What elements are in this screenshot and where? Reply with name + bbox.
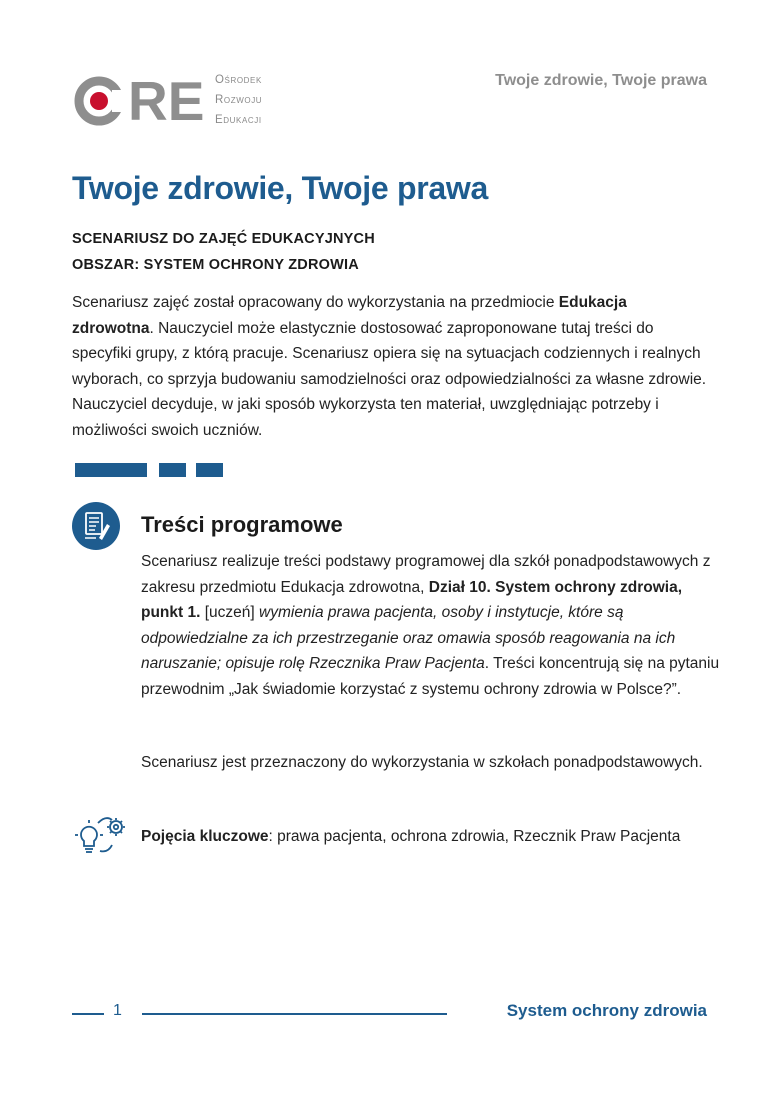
content-text-b: [uczeń] [200,604,260,621]
key-concepts [141,824,701,850]
ore-logo-mark [72,70,222,132]
section-heading: Treści programowe [141,512,343,537]
target-schools-paragraph: Scenariusz jest przeznaczony do wykorzystania w szkołach ponadpodstawowych. [141,754,703,771]
intro-text-2: . Nauczyciel może elastycznie dostosować zaproponowane tutaj treści do specyfiki grupy, z którą pracuje. Scenariusz opiera się na sytuacjach codziennych i realnych wyborach, co sprzyja budowaniu samodzielności oraz odpowiedzialności za własne zdrowie. Nauczyciel decyduje, w jaki sposób wykorzysta ten materiał, uwzględniając potrzeby i możliwości swoich uczniów. [72,319,707,439]
decor-bar-1 [75,463,147,477]
content-bold-ref: Dział 10. System ochrony zdrowia, punkt 1. [141,578,683,621]
page-title: Twoje zdrowie, Twoje prawa [72,170,488,206]
intro-subject-bold: Edukacja zdrowotna [72,294,627,337]
content-text-c: . Treści koncentrują się na pytaniu przewodnim „Jak świadomie korzystać z systemu ochrony zdrowia w Polsce?”. [141,655,720,698]
content-italic-quote: wymienia prawa pacjenta, osoby i instytucje, które są odpowiedzialne za ich przestrzeganie oraz omawia sposób reagowania na ich naruszanie; opisuje rolę Rzecznika Praw Pacjenta [141,604,676,672]
footer-line-left [72,1013,104,1015]
decor-bar-2 [159,463,186,477]
intro-paragraph [72,290,712,443]
intro-text-1: Scenariusz zajęć został opracowany do wykorzystania na przedmiocie [72,294,559,311]
logo-line-2: Rozwoju [215,94,263,106]
lightbulb-gears-icon [72,815,130,861]
svg-text:RE: RE [128,70,205,132]
key-concepts-label: Pojęcia kluczowe [141,828,269,845]
document-pen-icon [72,502,120,550]
subtitle-area: OBSZAR: SYSTEM OCHRONY ZDROWIA [72,257,359,273]
content-paragraph [141,549,721,702]
logo-line-1: Ośrodek [215,74,262,86]
subtitle-scenario: SCENARIUSZ DO ZAJĘĆ EDUKACYJNYCH [72,231,375,247]
footer-title: System ochrony zdrowia [506,1001,707,1020]
page-number: 1 [113,1002,122,1019]
key-concepts-text: : prawa pacjenta, ochrona zdrowia, Rzecznik Praw Pacjenta [268,828,681,845]
decor-bar-3 [196,463,223,477]
footer-line-right [142,1013,447,1015]
content-text-a: Scenariusz realizuje treści podstawy programowej dla szkół ponadpodstawowych z zakresu przedmiotu Edukacja zdrowotna, [141,553,711,596]
running-title: Twoje zdrowie, Twoje prawa [495,72,707,89]
logo-line-3: Edukacji [215,114,262,126]
